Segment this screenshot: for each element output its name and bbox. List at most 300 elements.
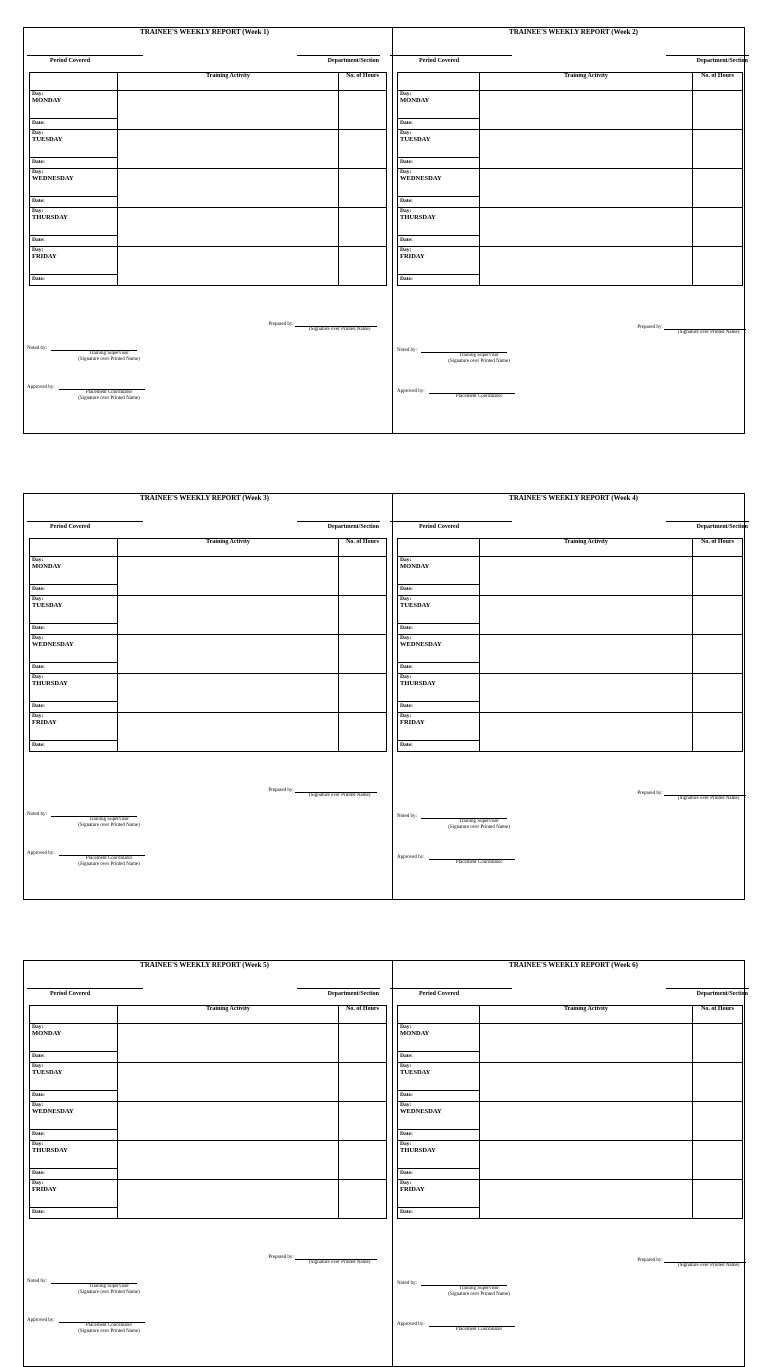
date-cell[interactable]: Date: <box>30 1208 118 1219</box>
day-row <box>30 713 387 741</box>
header-no-of-hours: No. of Hours <box>339 539 387 557</box>
day-label: Day: <box>32 674 44 680</box>
date-cell[interactable]: Date: <box>30 1130 118 1141</box>
prepared-by-block <box>268 1255 377 1265</box>
table-header-row <box>30 539 387 557</box>
training-activity-cell[interactable] <box>480 1180 693 1219</box>
noted-by-label: Noted by: <box>27 346 47 351</box>
training-supervisor-caption: Training Supervisor <box>89 351 129 356</box>
period-covered-field[interactable] <box>396 521 512 522</box>
noted-by-block <box>397 1281 529 1298</box>
day-label: Day: <box>400 557 412 563</box>
noted-by-signature-caption: (Signature over Printed Name) <box>448 359 510 364</box>
training-activity-cell[interactable] <box>118 1063 339 1102</box>
report-title-text: TRAINEE'S WEEKLY REPORT (Week 2) <box>509 28 638 36</box>
date-cell[interactable]: Date: <box>398 702 480 713</box>
day-row <box>398 1141 743 1169</box>
prepared-by-label: Prepared by: <box>268 322 294 327</box>
hours-cell[interactable] <box>339 91 387 130</box>
training-activity-cell[interactable] <box>480 1024 693 1063</box>
header-training-activity: Training Activity <box>118 539 339 557</box>
day-row <box>398 713 743 741</box>
prepared-by-label: Prepared by: <box>268 788 294 793</box>
day-cell <box>398 169 480 197</box>
date-cell[interactable]: Date: <box>30 585 118 596</box>
date-cell[interactable]: Date: <box>398 1130 480 1141</box>
noted-by-signature-caption: (Signature over Printed Name) <box>78 1290 140 1295</box>
hours-cell[interactable] <box>693 596 743 635</box>
day-name: THURSDAY <box>32 680 68 687</box>
training-activity-cell[interactable] <box>480 1063 693 1102</box>
header-training-activity: Training Activity <box>480 73 693 91</box>
training-activity-cell[interactable] <box>480 169 693 208</box>
day-label: Day: <box>32 596 44 602</box>
department-field[interactable] <box>666 521 749 522</box>
day-row <box>398 557 743 585</box>
day-label: Day: <box>400 674 412 680</box>
weekly-report-panel <box>392 28 754 433</box>
day-cell <box>398 596 480 624</box>
prepared-by-caption: (Signature over Printed Name) <box>677 330 740 335</box>
day-name: MONDAY <box>32 97 62 104</box>
hours-cell[interactable] <box>693 247 743 286</box>
prepared-by-label: Prepared by: <box>268 1255 294 1260</box>
header-blank <box>398 1006 480 1024</box>
prepared-by-block <box>637 325 746 335</box>
noted-by-block <box>27 346 159 363</box>
day-cell <box>30 713 118 741</box>
day-name: FRIDAY <box>400 719 425 726</box>
day-row <box>30 674 387 702</box>
date-cell[interactable]: Date: <box>398 275 480 286</box>
day-cell <box>30 635 118 663</box>
header-training-activity: Training Activity <box>480 539 693 557</box>
day-label: Day: <box>400 1024 412 1030</box>
hours-cell[interactable] <box>339 596 387 635</box>
report-title-text: TRAINEE'S WEEKLY REPORT (Week 1) <box>140 28 269 36</box>
training-activity-cell[interactable] <box>118 169 339 208</box>
date-cell[interactable]: Date: <box>30 197 118 208</box>
approved-by-label: Approved by: <box>397 855 425 860</box>
training-activity-cell[interactable] <box>118 1141 339 1180</box>
day-row <box>30 1024 387 1052</box>
hours-cell[interactable] <box>339 1024 387 1063</box>
date-cell[interactable]: Date: <box>398 1052 480 1063</box>
hours-cell[interactable] <box>339 169 387 208</box>
day-name: WEDNESDAY <box>32 175 74 182</box>
placement-coordinator-caption: Placement Coordinator <box>455 394 503 399</box>
approved-by-block <box>397 389 529 400</box>
department-field[interactable] <box>297 521 380 522</box>
prepared-by-block <box>637 791 746 801</box>
day-row <box>30 1102 387 1130</box>
day-label: Day: <box>400 1102 412 1108</box>
hours-cell[interactable] <box>339 1180 387 1219</box>
noted-by-signature-caption: (Signature over Printed Name) <box>78 357 140 362</box>
prepared-by-caption: (Signature over Printed Name) <box>308 327 371 332</box>
date-cell[interactable]: Date: <box>30 741 118 752</box>
approved-by-label: Approved by: <box>27 851 55 856</box>
weekly-report-panel <box>392 494 754 899</box>
header-training-activity: Training Activity <box>480 1006 693 1024</box>
hours-cell[interactable] <box>339 208 387 247</box>
training-activity-cell[interactable] <box>480 208 693 247</box>
approved-by-label: Approved by: <box>27 1318 55 1323</box>
day-name: THURSDAY <box>400 680 436 687</box>
day-cell <box>398 208 480 236</box>
training-activity-cell[interactable] <box>118 247 339 286</box>
day-row <box>30 130 387 158</box>
training-activity-cell[interactable] <box>480 91 693 130</box>
day-row <box>30 1141 387 1169</box>
date-cell[interactable]: Date: <box>398 1091 480 1102</box>
header-blank <box>398 539 480 557</box>
date-cell[interactable]: Date: <box>398 119 480 130</box>
date-cell[interactable]: Date: <box>30 158 118 169</box>
date-cell[interactable]: Date: <box>30 624 118 635</box>
header-blank <box>30 539 118 557</box>
date-cell[interactable]: Date: <box>398 236 480 247</box>
period-covered-label: Period Covered <box>419 524 460 530</box>
training-activity-cell[interactable] <box>118 91 339 130</box>
day-name: TUESDAY <box>32 1069 63 1076</box>
day-cell <box>398 247 480 275</box>
period-covered-field[interactable] <box>27 55 143 56</box>
header-blank <box>398 73 480 91</box>
day-label: Day: <box>400 208 412 214</box>
header-no-of-hours: No. of Hours <box>693 73 743 91</box>
day-cell <box>30 557 118 585</box>
period-covered-field[interactable] <box>27 988 143 989</box>
period-covered-label: Period Covered <box>50 58 91 64</box>
prepared-by-label: Prepared by: <box>637 1258 663 1263</box>
hours-cell[interactable] <box>339 557 387 596</box>
training-activity-cell[interactable] <box>480 596 693 635</box>
day-row <box>30 1063 387 1091</box>
hours-cell[interactable] <box>339 1063 387 1102</box>
report-row <box>23 493 748 900</box>
day-name: WEDNESDAY <box>400 175 442 182</box>
day-cell <box>30 130 118 158</box>
day-label: Day: <box>400 635 412 641</box>
date-cell[interactable]: Date: <box>30 1091 118 1102</box>
department-label: Department/Section <box>327 58 379 64</box>
date-cell[interactable]: Date: <box>398 741 480 752</box>
day-name: THURSDAY <box>400 1147 436 1154</box>
day-row <box>398 91 743 119</box>
day-name: MONDAY <box>32 1030 62 1037</box>
day-label: Day: <box>32 1102 44 1108</box>
approved-by-signature-caption: (Signature over Printed Name) <box>78 1329 140 1334</box>
day-row <box>30 557 387 585</box>
report-title <box>24 28 385 37</box>
training-supervisor-caption: Training Supervisor <box>89 817 129 822</box>
day-cell <box>30 1102 118 1130</box>
table-header-row <box>30 73 387 91</box>
approved-by-label: Approved by: <box>397 389 425 394</box>
day-label: Day: <box>32 1141 44 1147</box>
table-header-row <box>30 1006 387 1024</box>
day-name: MONDAY <box>400 97 430 104</box>
day-name: FRIDAY <box>32 1186 57 1193</box>
period-covered-label: Period Covered <box>419 58 460 64</box>
day-row <box>398 1024 743 1052</box>
day-label: Day: <box>32 635 44 641</box>
day-name: TUESDAY <box>400 602 431 609</box>
period-covered-label: Period Covered <box>50 524 91 530</box>
table-header-row <box>398 1006 743 1024</box>
noted-by-block <box>397 348 529 365</box>
training-activity-cell[interactable] <box>118 1024 339 1063</box>
day-name: TUESDAY <box>32 136 63 143</box>
day-row <box>398 130 743 158</box>
hours-cell[interactable] <box>693 713 743 752</box>
noted-by-signature-caption: (Signature over Printed Name) <box>448 1292 510 1297</box>
header-no-of-hours: No. of Hours <box>693 539 743 557</box>
training-supervisor-caption: Training Supervisor <box>459 353 499 358</box>
hours-cell[interactable] <box>693 91 743 130</box>
day-cell <box>30 1141 118 1169</box>
prepared-by-block <box>268 788 377 798</box>
day-name: FRIDAY <box>400 1186 425 1193</box>
placement-coordinator-caption: Placement Coordinator <box>85 856 133 861</box>
day-name: THURSDAY <box>32 1147 68 1154</box>
day-row <box>30 91 387 119</box>
weekly-report-panel <box>24 961 385 1366</box>
date-cell[interactable]: Date: <box>30 1052 118 1063</box>
hours-cell[interactable] <box>693 674 743 713</box>
date-cell[interactable]: Date: <box>398 158 480 169</box>
day-label: Day: <box>32 1180 44 1186</box>
department-label: Department/Section <box>327 991 379 997</box>
report-row <box>23 27 748 434</box>
weekly-report-panel <box>24 494 385 899</box>
prepared-by-label: Prepared by: <box>637 791 663 796</box>
date-cell[interactable]: Date: <box>30 1169 118 1180</box>
prepared-by-caption: (Signature over Printed Name) <box>677 1263 740 1268</box>
day-label: Day: <box>32 208 44 214</box>
table-header-row <box>398 73 743 91</box>
placement-coordinator-caption: Placement Coordinator <box>85 1323 133 1328</box>
day-name: WEDNESDAY <box>400 641 442 648</box>
training-activity-cell[interactable] <box>480 1141 693 1180</box>
report-title-text: TRAINEE'S WEEKLY REPORT (Week 3) <box>140 494 269 502</box>
training-activity-cell[interactable] <box>118 635 339 674</box>
department-label: Department/Section <box>696 58 748 64</box>
training-activity-cell[interactable] <box>118 596 339 635</box>
activity-table <box>397 538 743 752</box>
header-blank <box>30 73 118 91</box>
report-title <box>24 494 385 503</box>
day-name: TUESDAY <box>400 136 431 143</box>
day-label: Day: <box>32 557 44 563</box>
noted-by-label: Noted by: <box>397 348 417 353</box>
approved-by-block <box>27 385 159 402</box>
training-supervisor-caption: Training Supervisor <box>459 1286 499 1291</box>
day-label: Day: <box>400 1141 412 1147</box>
date-cell[interactable]: Date: <box>398 1169 480 1180</box>
day-label: Day: <box>400 713 412 719</box>
day-row <box>398 635 743 663</box>
training-activity-cell[interactable] <box>480 557 693 596</box>
day-row <box>30 169 387 197</box>
day-row <box>398 247 743 275</box>
activity-table <box>29 538 387 752</box>
prepared-by-block <box>268 322 377 332</box>
hours-cell[interactable] <box>339 635 387 674</box>
day-cell <box>30 596 118 624</box>
date-cell[interactable]: Date: <box>398 197 480 208</box>
training-activity-cell[interactable] <box>480 247 693 286</box>
report-title-text: TRAINEE'S WEEKLY REPORT (Week 4) <box>509 494 638 502</box>
date-cell[interactable]: Date: <box>398 585 480 596</box>
day-cell <box>398 1024 480 1052</box>
day-row <box>30 247 387 275</box>
noted-by-block <box>27 812 159 829</box>
header-training-activity: Training Activity <box>118 73 339 91</box>
day-row <box>398 674 743 702</box>
training-supervisor-caption: Training Supervisor <box>89 1284 129 1289</box>
hours-cell[interactable] <box>339 713 387 752</box>
prepared-by-label: Prepared by: <box>637 325 663 330</box>
hours-cell[interactable] <box>339 130 387 169</box>
day-label: Day: <box>32 1063 44 1069</box>
day-name: TUESDAY <box>400 1069 431 1076</box>
period-covered-field[interactable] <box>396 55 512 56</box>
training-activity-cell[interactable] <box>480 713 693 752</box>
training-activity-cell[interactable] <box>480 635 693 674</box>
day-label: Day: <box>400 91 412 97</box>
header-no-of-hours: No. of Hours <box>339 1006 387 1024</box>
day-cell <box>398 557 480 585</box>
hours-cell[interactable] <box>693 1141 743 1180</box>
day-cell <box>30 1180 118 1208</box>
department-label: Department/Section <box>696 524 748 530</box>
day-cell <box>30 91 118 119</box>
department-label: Department/Section <box>327 524 379 530</box>
day-cell <box>398 1102 480 1130</box>
department-field[interactable] <box>666 988 749 989</box>
day-cell <box>398 130 480 158</box>
training-activity-cell[interactable] <box>118 208 339 247</box>
date-cell[interactable]: Date: <box>30 119 118 130</box>
period-covered-field[interactable] <box>27 521 143 522</box>
period-covered-field[interactable] <box>396 988 512 989</box>
date-cell[interactable]: Date: <box>398 1208 480 1219</box>
date-cell[interactable]: Date: <box>30 236 118 247</box>
training-activity-cell[interactable] <box>118 130 339 169</box>
day-row <box>30 596 387 624</box>
weekly-report-panel <box>392 961 754 1366</box>
day-name: WEDNESDAY <box>32 641 74 648</box>
date-cell[interactable]: Date: <box>30 663 118 674</box>
header-no-of-hours: No. of Hours <box>339 73 387 91</box>
day-label: Day: <box>32 130 44 136</box>
day-cell <box>398 713 480 741</box>
hours-cell[interactable] <box>339 674 387 713</box>
header-blank <box>30 1006 118 1024</box>
day-name: THURSDAY <box>32 214 68 221</box>
department-label: Department/Section <box>696 991 748 997</box>
hours-cell[interactable] <box>693 557 743 596</box>
hours-cell[interactable] <box>693 208 743 247</box>
day-name: FRIDAY <box>32 253 57 260</box>
report-title <box>393 494 754 503</box>
training-activity-cell[interactable] <box>118 1102 339 1141</box>
day-name: MONDAY <box>400 1030 430 1037</box>
noted-by-label: Noted by: <box>27 1279 47 1284</box>
activity-table <box>29 1005 387 1219</box>
day-row <box>398 169 743 197</box>
approved-by-block <box>397 1322 529 1333</box>
day-cell <box>398 1180 480 1208</box>
header-no-of-hours: No. of Hours <box>693 1006 743 1024</box>
day-label: Day: <box>32 713 44 719</box>
department-field[interactable] <box>297 55 380 56</box>
date-cell[interactable]: Date: <box>398 624 480 635</box>
day-cell <box>398 674 480 702</box>
training-activity-cell[interactable] <box>118 1180 339 1219</box>
training-activity-cell[interactable] <box>118 674 339 713</box>
day-label: Day: <box>32 1024 44 1030</box>
day-name: MONDAY <box>32 563 62 570</box>
hours-cell[interactable] <box>693 1180 743 1219</box>
hours-cell[interactable] <box>693 130 743 169</box>
day-label: Day: <box>400 247 412 253</box>
day-name: MONDAY <box>400 563 430 570</box>
activity-table <box>397 72 743 286</box>
day-label: Day: <box>400 1180 412 1186</box>
report-title <box>24 961 385 970</box>
hours-cell[interactable] <box>339 1141 387 1180</box>
date-cell[interactable]: Date: <box>30 702 118 713</box>
approved-by-block <box>27 851 159 868</box>
hours-cell[interactable] <box>339 247 387 286</box>
department-field[interactable] <box>666 55 749 56</box>
hours-cell[interactable] <box>693 1024 743 1063</box>
day-row <box>30 208 387 236</box>
training-activity-cell[interactable] <box>480 674 693 713</box>
day-cell <box>398 635 480 663</box>
day-cell <box>30 208 118 236</box>
report-row <box>23 960 748 1367</box>
day-cell <box>398 1141 480 1169</box>
day-name: FRIDAY <box>400 253 425 260</box>
hours-cell[interactable] <box>693 635 743 674</box>
hours-cell[interactable] <box>693 1102 743 1141</box>
prepared-by-block <box>637 1258 746 1268</box>
training-activity-cell[interactable] <box>118 713 339 752</box>
placement-coordinator-caption: Placement Coordinator <box>85 390 133 395</box>
date-cell[interactable]: Date: <box>30 275 118 286</box>
department-field[interactable] <box>297 988 380 989</box>
hours-cell[interactable] <box>693 1063 743 1102</box>
report-title-text: TRAINEE'S WEEKLY REPORT (Week 6) <box>509 961 638 969</box>
training-activity-cell[interactable] <box>480 1102 693 1141</box>
approved-by-label: Approved by: <box>397 1322 425 1327</box>
training-activity-cell[interactable] <box>480 130 693 169</box>
day-cell <box>398 1063 480 1091</box>
noted-by-label: Noted by: <box>397 1281 417 1286</box>
date-cell[interactable]: Date: <box>398 663 480 674</box>
day-row <box>30 635 387 663</box>
hours-cell[interactable] <box>339 1102 387 1141</box>
prepared-by-caption: (Signature over Printed Name) <box>677 796 740 801</box>
day-cell <box>30 674 118 702</box>
period-covered-label: Period Covered <box>50 991 91 997</box>
hours-cell[interactable] <box>693 169 743 208</box>
training-activity-cell[interactable] <box>118 557 339 596</box>
